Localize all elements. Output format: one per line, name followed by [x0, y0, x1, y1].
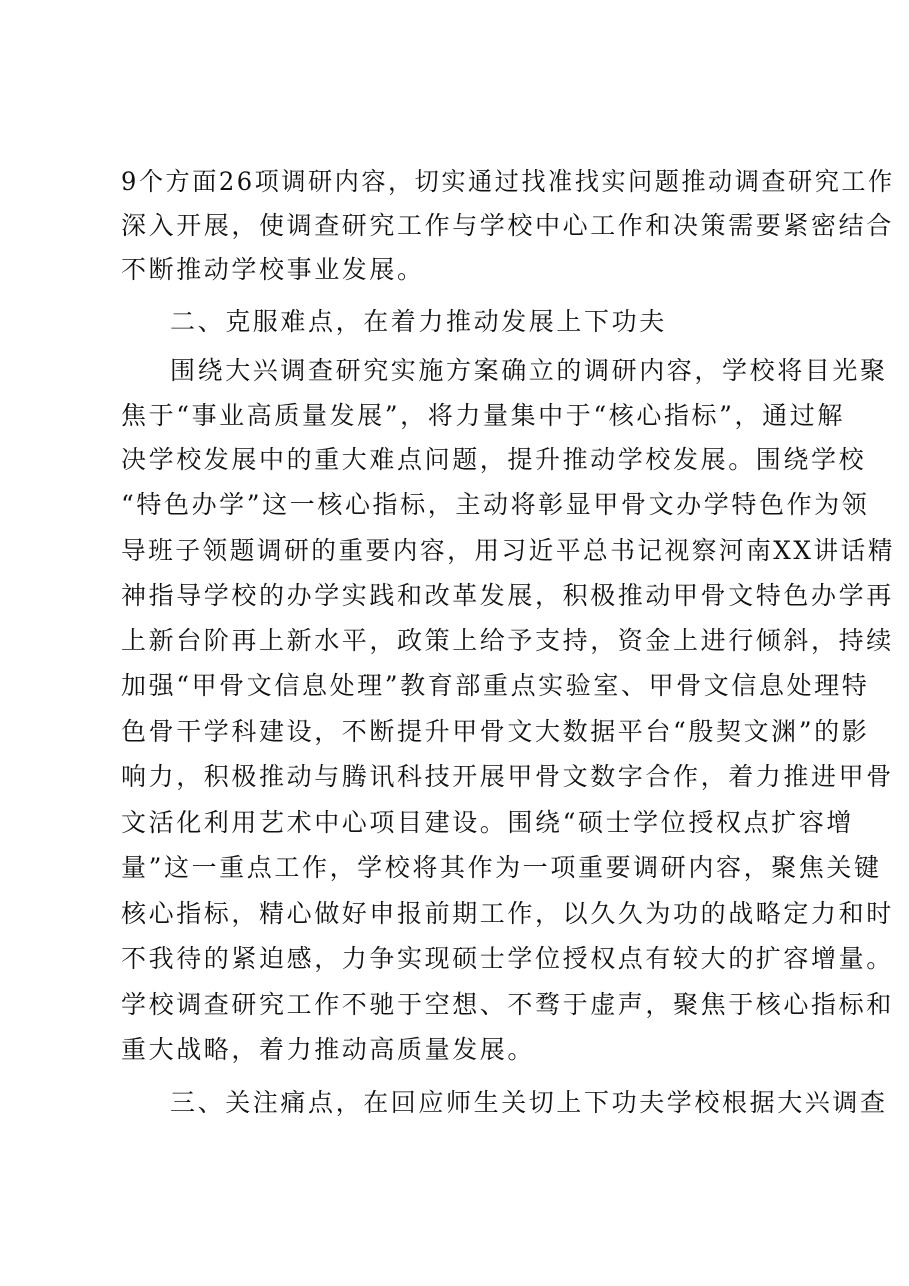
text-line-10: 神指导学校的办学实践和改革发展，积极推动甲骨文特色办学再 — [121, 581, 894, 610]
text-line-8: “特色办学”这一核心指标，主动将彰显甲骨文办学特色作为领 — [121, 490, 870, 519]
text-line-11: 上新台阶再上新水平，政策上给予支持，资金上进行倾斜，持续 — [121, 626, 894, 655]
section-heading-2: 二、克服难点，在着力推动发展上下功夫 — [170, 307, 667, 336]
text-line-20: 重大战略，着力推动高质量发展。 — [121, 1035, 536, 1064]
text-line-19: 学校调查研究工作不驰于空想、不骛于虚声，聚焦于核心指标和 — [121, 990, 894, 1019]
text-line-15: 文活化利用艺术中心项目建设。围绕“硕士学位授权点扩容增 — [121, 808, 854, 837]
text-line-14: 响力，积极推动与腾讯科技开展甲骨文数字合作，着力推进甲骨 — [121, 762, 894, 791]
text-line-3: 不断推动学校事业发展。 — [121, 255, 425, 284]
text-line-9: 导班子领题调研的重要内容，用习近平总书记视察河南XX讲话精 — [121, 536, 895, 565]
text-line-5: 围绕大兴调查研究实施方案确立的调研内容，学校将目光聚 — [170, 356, 888, 385]
text-line-2: 深入开展，使调查研究工作与学校中心工作和决策需要紧密结合 — [121, 211, 894, 240]
section-heading-3: 三、关注痛点，在回应师生关切上下功夫学校根据大兴调查 — [170, 1088, 888, 1117]
text-line-17: 核心指标，精心做好申报前期工作，以久久为功的战略定力和时 — [121, 899, 894, 928]
text-line-12: 加强“甲骨文信息处理”教育部重点实验室、甲骨文信息处理特 — [121, 671, 870, 700]
text-line-18: 不我待的紧迫感，力争实现硕士学位授权点有较大的扩容增量。 — [121, 944, 894, 973]
text-line-6: 焦于“事业高质量发展”，将力量集中于“核心指标”，通过解 — [121, 401, 845, 430]
text-line-7: 决学校发展中的重大难点问题，提升推动学校发展。围绕学校 — [121, 445, 867, 474]
text-line-13: 色骨干学科建设，不断提升甲骨文大数据平台“殷契文渊”的影 — [121, 717, 870, 746]
text-line-1: 9个方面26项调研内容，切实通过找准找实问题推动调查研究工作 — [121, 167, 895, 196]
text-line-16: 量”这一重点工作，学校将其作为一项重要调研内容，聚焦关键 — [121, 853, 882, 882]
